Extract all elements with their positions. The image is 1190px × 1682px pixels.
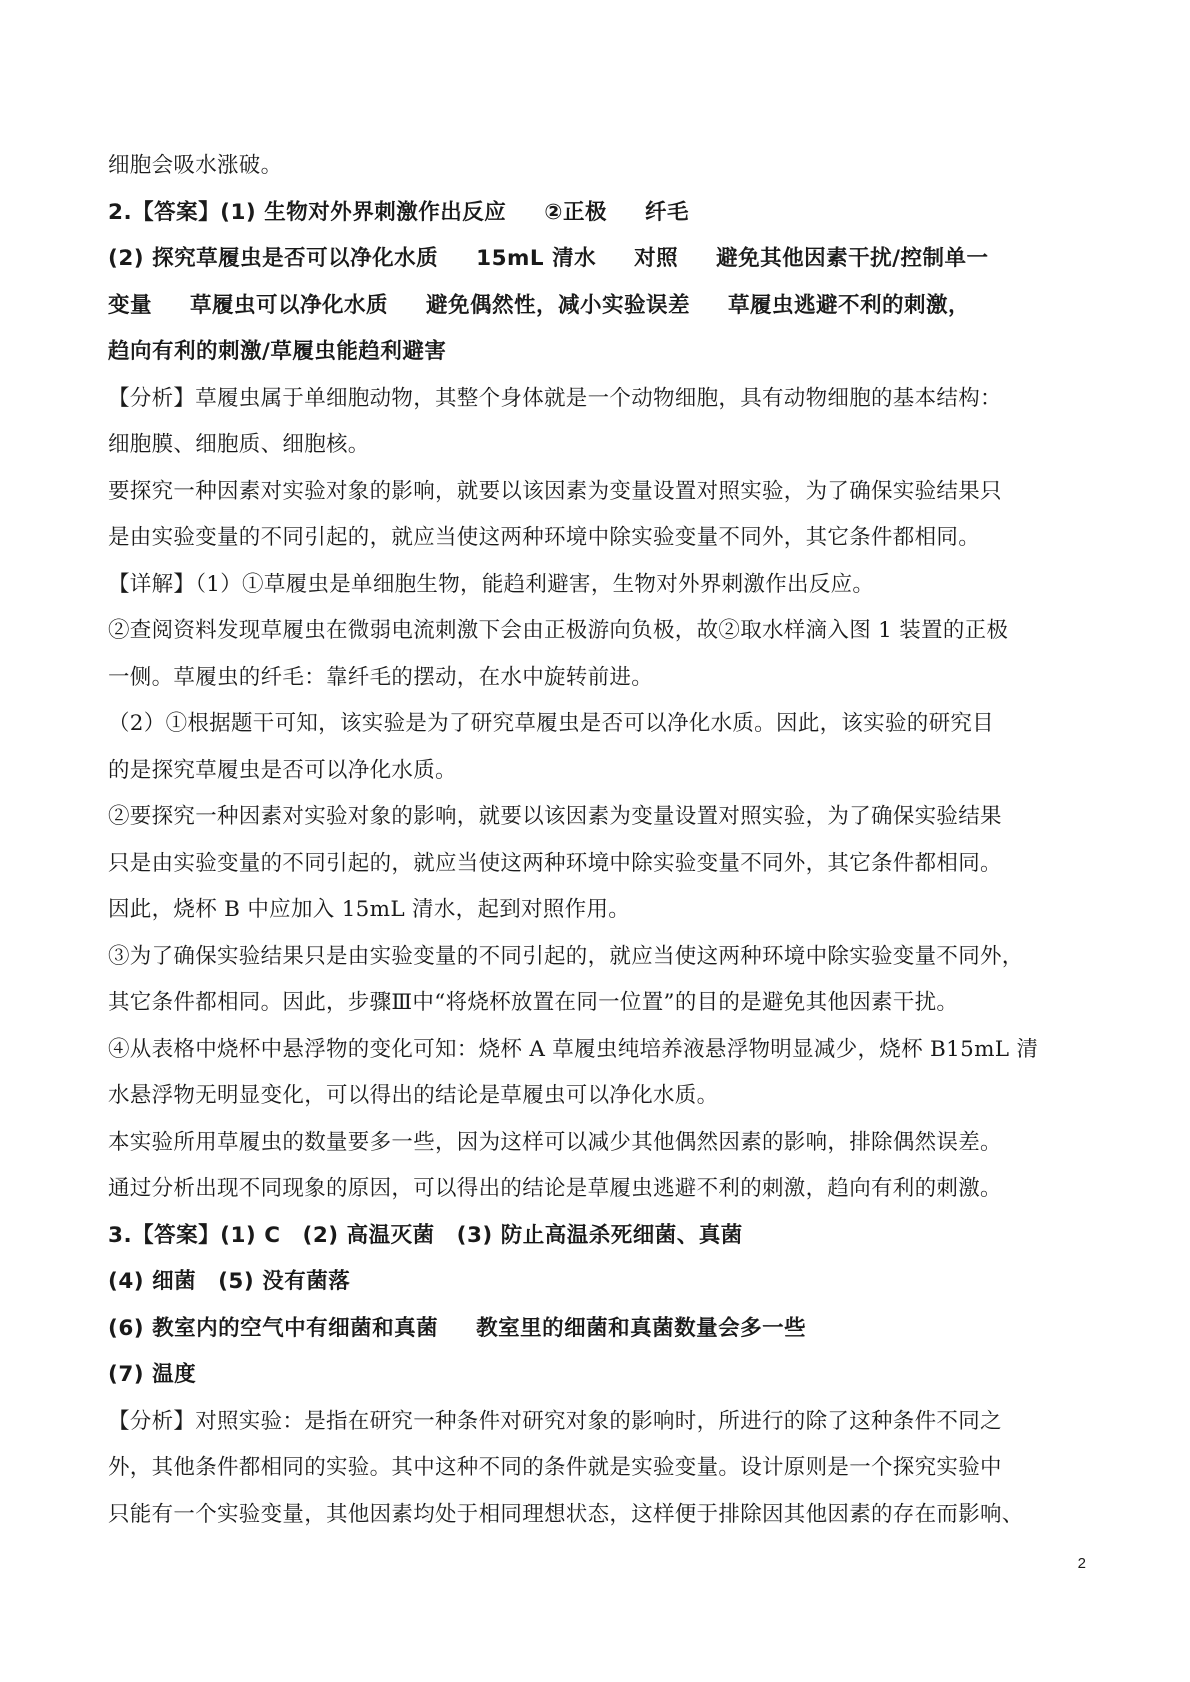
detail-line: ②要探究一种因素对实验对象的影响，就要以该因素为变量设置对照实验，为了确保实验结果 <box>108 804 1002 829</box>
detail-line: 的是探究草履虫是否可以净化水质。 <box>108 757 457 783</box>
answer-part: 纤毛 <box>644 199 689 225</box>
answer-part: 15mL 清水 <box>476 246 597 271</box>
answer-part: 草履虫可以净化水质 <box>190 292 389 318</box>
answer-line <box>108 1213 1088 1260</box>
detail-line: 因此，烧杯 B 中应加入 15mL 清水，起到对照作用。 <box>108 897 631 922</box>
answer-part: (5) 没有菌落 <box>218 1269 351 1294</box>
answer-label: 2.【答案】 <box>108 199 221 225</box>
answer-line: (7) 温度 <box>108 1362 197 1387</box>
analysis-line: 是由实验变量的不同引起的，就应当使这两种环境中除实验变量不同外，其它条件都相同。 <box>108 525 981 550</box>
page-content <box>108 143 1088 1538</box>
analysis-line: 【分析】草履虫属于单细胞动物，其整个身体就是一个动物细胞，具有动物细胞的基本结构： <box>108 385 1002 411</box>
text-line: 细胞会吸水涨破。 <box>108 153 283 178</box>
answer-part: 教室里的细菌和真菌数量会多一些 <box>476 1315 807 1341</box>
detail-line: 水悬浮物无明显变化，可以得出的结论是草履虫可以净化水质。 <box>108 1083 719 1108</box>
answer-part: 变量 <box>108 292 153 318</box>
answer-line <box>108 1259 1088 1306</box>
analysis-line: 【分析】对照实验：是指在研究一种条件对研究对象的影响时，所进行的除了这种条件不同之 <box>108 1408 1002 1434</box>
answer-part: (2) 探究草履虫是否可以净化水质 <box>108 246 439 271</box>
answer-part: ②正极 <box>544 199 607 225</box>
answer-part: (4) 细菌 <box>108 1269 197 1294</box>
detail-line: 本实验所用草履虫的数量要多一些，因为这样可以减少其他偶然因素的影响，排除偶然误差。 <box>108 1129 1002 1155</box>
answer-part: (2) 高温灭菌 <box>302 1222 435 1248</box>
detail-line: （2）①根据题干可知，该实验是为了研究草履虫是否可以净化水质。因此，该实验的研究目 <box>108 711 994 736</box>
answer-part: (3) 防止高温杀死细菌、真菌 <box>456 1222 743 1248</box>
detail-line: ②查阅资料发现草履虫在微弱电流刺激下会由正极游向负极，故②取水样滴入图 1 装置的正极 <box>108 618 1009 643</box>
answer-part: 草履虫逃避不利的刺激， <box>728 292 971 318</box>
detail-line: ④从表格中烧杯中悬浮物的变化可知：烧杯 A 草履虫纯培养液悬浮物明显减少，烧杯 B15mL 清 <box>108 1036 1039 1062</box>
answer-part: 3.【答案】(1) C <box>108 1222 281 1248</box>
detail-line: 其它条件都相同。因此，步骤Ⅲ中“将烧杯放置在同一位置”的目的是避免其他因素干扰。 <box>108 990 959 1015</box>
detail-line: ③为了确保实验结果只是由实验变量的不同引起的，就应当使这两种环境中除实验变量不同外， <box>108 943 1024 969</box>
answer-part: (1) 生物对外界刺激作出反应 <box>220 199 507 225</box>
page-number: 2 <box>1077 1555 1086 1572</box>
detail-line: 一侧。草履虫的纤毛：靠纤毛的摆动，在水中旋转前进。 <box>108 664 654 690</box>
detail-line: 只是由实验变量的不同引起的，就应当使这两种环境中除实验变量不同外，其它条件都相同。 <box>108 850 1002 876</box>
detail-line: 通过分析出现不同现象的原因，可以得出的结论是草履虫逃避不利的刺激，趋向有利的刺激。 <box>108 1176 1002 1201</box>
detail-line: 【详解】（1）①草履虫是单细胞生物，能趋利避害，生物对外界刺激作出反应。 <box>108 571 875 597</box>
analysis-line: 细胞膜、细胞质、细胞核。 <box>108 432 370 457</box>
answer-part: 避免其他因素干扰/控制单一 <box>716 246 989 271</box>
answer-line <box>108 283 1088 330</box>
answer-part: 避免偶然性，减小实验误差 <box>426 292 691 318</box>
analysis-line: 只能有一个实验变量，其他因素均处于相同理想状态，这样便于排除因其他因素的存在而影响、 <box>108 1501 1024 1527</box>
answer-line: 趋向有利的刺激/草履虫能趋利避害 <box>108 339 447 364</box>
analysis-line: 外，其他条件都相同的实验。其中这种不同的条件就是实验变量。设计原则是一个探究实验中 <box>108 1455 1002 1480</box>
answer-part: 对照 <box>634 246 679 271</box>
analysis-line: 要探究一种因素对实验对象的影响，就要以该因素为变量设置对照实验，为了确保实验结果只 <box>108 478 1002 504</box>
answer-part: (6) 教室内的空气中有细菌和真菌 <box>108 1315 439 1341</box>
answer-line <box>108 190 1088 237</box>
answer-line <box>108 236 1088 283</box>
answer-line <box>108 1306 1088 1353</box>
